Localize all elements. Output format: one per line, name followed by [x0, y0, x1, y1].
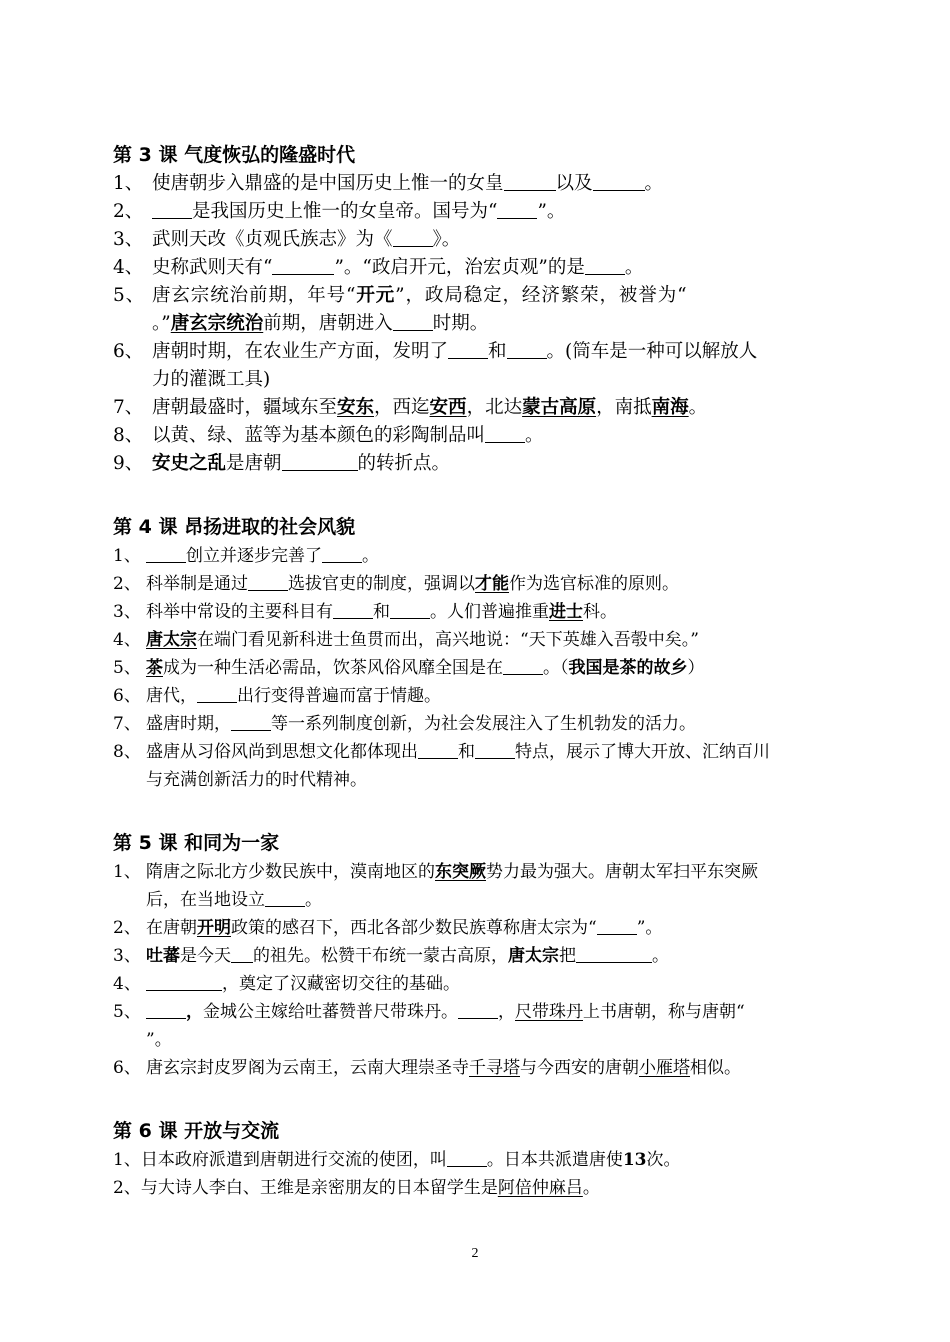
fill-blank: [576, 945, 652, 963]
fill-blank: [265, 889, 305, 907]
lesson-5-item-2: 2、 在唐朝开明政策的感召下，西北各部少数民族尊称唐太宗为“ ”。: [113, 918, 663, 938]
fill-blank: [503, 657, 543, 675]
fill-blank: [447, 1149, 487, 1167]
lesson-4-item-4: 4、 唐太宗在端门看见新科进士鱼贯而出，高兴地说：“天下英雄入吾彀中矣。”: [113, 630, 699, 650]
fill-blank: [393, 228, 433, 248]
fill-blank: [248, 573, 288, 591]
fill-blank: [458, 1001, 498, 1019]
lesson-3-item-5: 5、 唐玄宗统治前期，年号“开元”，政局稳定，经济繁荣，被誉为“: [113, 285, 688, 306]
fill-blank: [497, 200, 537, 220]
lesson-3-item-7: 7、 唐朝最盛时，疆域东至安东，西迄安西，北达蒙古高原，南抵南海。: [113, 397, 708, 418]
page-number: 2: [471, 1246, 479, 1261]
fill-blank: [504, 172, 556, 192]
lesson-3-section: [113, 140, 843, 478]
fill-blank: [197, 685, 237, 703]
lesson-4-item-6: 6、 唐代， 出行变得普遍而富于情趣。: [113, 686, 441, 706]
lesson-6-title: 第 6 课 开放与交流: [113, 1120, 280, 1142]
lesson-3-title: 第 3 课 气度恢弘的隆盛时代: [113, 144, 356, 166]
lesson-3-item-6: 6、 唐朝时期，在农业生产方面，发明了 和 。(筒车是一种可以解放人: [113, 341, 758, 362]
lesson-6-item-2: 2、与大诗人李白、王维是亲密朋友的日本留学生是阿倍仲麻吕。: [113, 1178, 600, 1198]
lesson-5-item-4: 4、 ，奠定了汉藏密切交往的基础。: [113, 974, 460, 994]
lesson-3-item-2: 2、 是我国历史上惟一的女皇帝。国号为“ ”。: [113, 201, 566, 222]
fill-blank: [272, 256, 334, 276]
fill-blank: [322, 545, 362, 563]
lesson-3-item-3: 3、 武则天改《贞观氏族志》为《 》。: [113, 229, 461, 250]
fill-blank: [390, 601, 430, 619]
fill-blank: [418, 741, 458, 759]
fill-blank: [146, 545, 186, 563]
fill-blank: [475, 741, 515, 759]
fill-blank: [231, 945, 253, 963]
fill-blank: [152, 200, 192, 220]
fill-blank: [333, 601, 373, 619]
lesson-5-item-5: 5、 ，金城公主嫁给吐蕃赞普尺带珠丹。 ，尺带珠丹上书唐朝，称与唐朝“: [113, 1002, 745, 1022]
lesson-5-item-5-cont: ”。: [146, 1030, 172, 1050]
lesson-3-item-6-cont: 力的灌溉工具): [152, 369, 271, 390]
lesson-6-item-1: 1、日本政府派遣到唐朝进行交流的使团，叫 。日本共派遣唐使13次。: [113, 1150, 681, 1170]
lesson-3-item-4: 4、 史称武则天有“ ”。“政启开元，治宏贞观”的是 。: [113, 257, 644, 278]
lesson-5-item-1: 1、 隋唐之际北方少数民族中，漠南地区的东突厥势力最为强大。唐朝太军扫平东突厥: [113, 862, 758, 882]
lesson-5-item-6: 6、 唐玄宗封皮罗阁为云南王，云南大理崇圣寺千寻塔与今西安的唐朝小雁塔相似。: [113, 1058, 741, 1078]
lesson-4-item-3: 3、 科举中常设的主要科目有 和 。人们普遍推重进士科。: [113, 602, 617, 622]
fill-blank: [507, 340, 547, 360]
lesson-5-item-3: 3、 吐蕃是今天 的祖先。松赞干布统一蒙古高原，唐太宗把 。: [113, 946, 669, 966]
lesson-4-item-2: 2、 科举制是通过 选拔官吏的制度，强调以才能作为选官标准的原则。: [113, 574, 679, 594]
fill-blank: [585, 256, 625, 276]
lesson-3-item-9: 9、 安史之乱是唐朝 的转折点。: [113, 453, 451, 474]
fill-blank: [485, 424, 525, 444]
lesson-4-item-8: 8、 盛唐从习俗风尚到思想文化都体现出 和 特点，展示了博大开放、汇纳百川: [113, 742, 770, 762]
lesson-4-item-5: 5、 茶成为一种生活必需品，饮茶风俗风靡全国是在 。（我国是茶的故乡）: [113, 658, 705, 678]
fill-blank: [593, 172, 645, 192]
fill-blank: [448, 340, 488, 360]
lesson-4-item-7: 7、 盛唐时期， 等一系列制度创新，为社会发展注入了生机勃发的活力。: [113, 714, 696, 734]
lesson-4-section: [113, 512, 843, 794]
lesson-5-item-1-cont: 后，在当地设立 。: [146, 890, 322, 910]
fill-blank: [146, 1001, 186, 1019]
lesson-4-item-8-cont: 与充满创新活力的时代精神。: [146, 770, 367, 790]
lesson-6-section: [113, 1116, 843, 1202]
fill-blank: [282, 452, 358, 472]
lesson-5-section: [113, 828, 843, 1082]
lesson-5-title: 第 5 课 和同为一家: [113, 832, 280, 854]
lesson-3-item-8: 8、 以黄、绿、蓝等为基本颜色的彩陶制品叫 。: [113, 425, 544, 446]
lesson-3-item-1: 1、 使唐朝步入鼎盛的是中国历史上惟一的女皇 以及 。: [113, 173, 664, 194]
lesson-3-item-5-cont: 。”唐玄宗统治前期，唐朝进入 时期。: [152, 313, 489, 334]
fill-blank: [393, 312, 433, 332]
fill-blank: [146, 973, 222, 991]
fill-blank: [231, 713, 271, 731]
lesson-4-item-1: 1、 创立并逐步完善了 。: [113, 546, 379, 566]
lesson-4-title: 第 4 课 昂扬进取的社会风貌: [113, 516, 356, 538]
fill-blank: [597, 917, 637, 935]
